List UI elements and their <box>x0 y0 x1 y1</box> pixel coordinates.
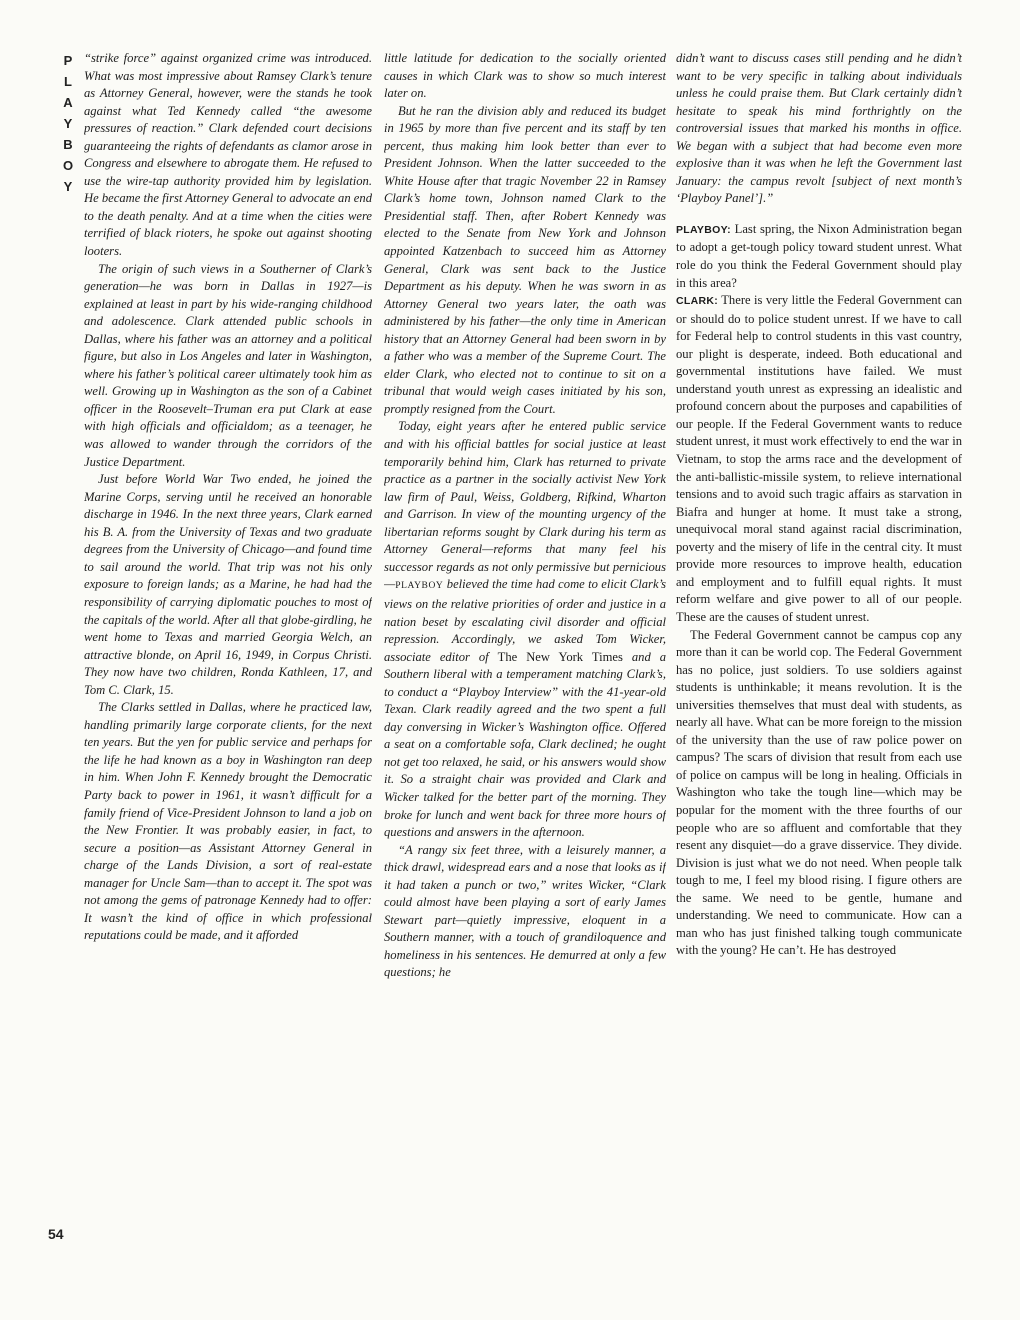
running-head-letter: O <box>62 158 74 173</box>
page-number: 54 <box>48 1226 64 1242</box>
intro-paragraph: Just before World War Two ended, he joined the Marine Corps, serving until he received an honorable discharge in 1946. In the next three years, Clark earned his B. A. from the University of Texas and two graduate degrees from the University of Chicago—and found time to sail around the world. That trip was not his only exposure to foreign lands; as a Marine, he had had the responsibility of carrying diplomatic pouches to most of the capitals of the world. After all that globe-girdling, he went home to Texas and married Georgia Welch, an attractive blonde, on April 16, 1949, in Corpus Christi. They now have two children, Ronda Kathleen, 17, and Tom C. Clark, 15. <box>84 472 372 697</box>
running-head-letter: B <box>63 137 73 152</box>
speaker-label: CLARK: <box>676 295 719 308</box>
running-head-letter: Y <box>63 116 73 131</box>
interview-answer <box>676 292 962 626</box>
intro-paragraph: “A rangy six feet three, with a leisurely manner, a thick drawl, widespread ears and a nose that looks as if it had taken a punch or two,” writes Wicker, “Clark could almost have been playing a sort of early James Stewart part—quietly impressive, eloquent in a Southern manner, with a touch of grandiloquence and homeliness in his sentences. He demurred at only a few questions; he <box>384 842 666 980</box>
intro-paragraph: But he ran the division ably and reduced its budget in 1965 by more than five percent and its staff by ten percent, thus making him look better than ever to President Johnson. When the latter succeeded to the White House after that tragic November 22 in Ramsey Clark’s home town, Johnson named Clark to the Presidential staff. Then, after Robert Kennedy was elected to the Senate from New York and Johnson appointed Katzenbach to succeed him as Attorney General, Clark was sent back to the Justice Department as his deputy. When he was sworn in as Attorney General two years later, the oath was administered by his father—the only time in American history that an Attorney General had been sworn in by a father who was a member of the Supreme Court. The elder Clark, who elected not to continue to sit on a tribunal that would weigh cases initiated by his son, promptly resigned from the Court. <box>384 103 666 416</box>
intro-paragraph: The Clarks settled in Dallas, where he practiced law, handling primarily large corporate clients, for the next ten years. But the yen for public service and perhaps for the life he had known as a boy in Washington ran deep in him. When John F. Kennedy brought the Democratic Party back to power in 1961, it wasn’t difficult for a family friend of Vice-President Johnson to land a job on the New Frontier. It was probably easier, in fact, to secure a position—as Assistant Attorney General in charge of the Lands Division, a sort of real-estate manager for Uncle Sam—than to accept it. The spot was not among the gems of patronage Kennedy had to offer: It wasn’t the kind of office in which professional reputations could be made, and it afforded <box>84 700 372 943</box>
running-head-letter: A <box>63 95 73 110</box>
interview-answer-continued: The Federal Government cannot be campus cop any more than it can be world cop. The Federal Government has no police, just soldiers. To use soldiers against students is unthinkable; it means revolution. It is the universities themselves that must deal with students, as nearly all have. What can be more foreign to the mission of the university than the use of raw police power on campus? The scars of division that result from each use of police on campus will be long in healing. Officials in Washington who take the tough line—which may be popular for the moment with the three fourths of our people who are so affluent and comfortable that they resent any disquiet—do a grave disservice. They divide. Division is just what we do not need. When people talk tough to me, I feel my blood rising. I figure others are the same. We need to be gentle, humane and understanding. We need to communicate. How can a man who has just finished talking tough communicate with the young? He can’t. He has destroyed <box>676 627 962 958</box>
question-text: Last spring, the Nixon Administration began to adopt a get-tough policy toward student unrest. What role do you think the Federal Government should play in this area? <box>676 221 962 290</box>
intro-paragraph: didn’t want to discuss cases still pending and he didn’t want to be very specific in talking about individuals unless he could praise them. But Clark certainly didn’t hesitate to speak his mind forthrightly on the controversial issues that marked his months in office. We began with a subject that had become even more explosive than it was when he left the Government last January: the campus revolt [subject of next month’s ‘Playboy Panel’].” <box>676 51 962 206</box>
article-column-3 <box>676 50 962 1260</box>
paragraph-text: and a Southern liberal with a temperament matching Clark’s, to conduct a “Playboy Interview” with the 41-year-old Texan. Clark readily agreed and the two spent a full day conversing in Wicker’s Washington office. Offered a seat on a comfortable sofa, Clark declined; he ought not get too relaxed, he said, or his answers would show it. So a straight chair was provided and Clark and Wicker talked for the better part of the morning. They broke for lunch and went back for three more hours of questions and answers in the afternoon. <box>384 649 666 840</box>
article-column-2 <box>384 50 666 1260</box>
interview-question <box>676 221 962 292</box>
intro-paragraph <box>384 418 666 841</box>
answer-text: There is very little the Federal Government can or should do to police student unrest. If we have to call for Federal help to control students in this vast country, our plight is desperate, indeed. Both educational and governmental institutions have failed. We must understand youth unrest as expressing an idealistic and profound concern about the purposes and capabilities of our people. If the Federal Government wants to reduce student unrest, it must work effectively to end the war in Vietnam, to stop the arms race and the development of the anti-ballistic-missile system, to relieve international tensions and to avoid such tragic affairs as starvation in Biafra and hunger at home. It must take a strong, unequivocal moral stand against racial discrimination, poverty and the misery of life in the central city. It must provide more resources to improve health, education and employment and to fulfill equal rights. It must reform welfare and give power to all of our people. These are the causes of student unrest. <box>676 293 962 624</box>
magazine-name-vertical <box>56 50 80 197</box>
intro-paragraph: little latitude for dedication to the socially oriented causes in which Clark was to show so much interest later on. <box>384 51 666 101</box>
speaker-label: PLAYBOY: <box>676 223 731 236</box>
paragraph-text: believed the time had come to elicit Clark’s views on the relative priorities of order and justice in a nation beset by escalating civil disorder and official repression. Accordingly, we asked Tom Wicker, associate editor of <box>384 577 666 664</box>
running-head-letter: L <box>64 74 72 89</box>
article-column-1 <box>84 50 372 1260</box>
intro-paragraph: The origin of such views in a Southerner of Clark’s generation—he was born in Dallas in 1927—is explained at least in part by his wide-ranging childhood and adolescence. Clark attended public schools in Dallas, where his father was an attorney and a political figure, but also in Los Angeles and later in Washington, where his father’s political career ultimately took him as well. Growing up in Washington as the son of a Cabinet officer in the Roosevelt–Truman era put Clark at ease with high officials and officialdom; as a teenager, he was allowed to wander through the corridors of the Justice Department. <box>84 261 372 469</box>
running-head-letter: Y <box>63 179 73 194</box>
intro-paragraph: “strike force” against organized crime was introduced. What was most impressive about Ramsey Clark’s tenure as Attorney General, however, were the stands he took against what Ted Kennedy called “the awesome pressures of reaction.” Clark defended court decisions guaranteeing the rights of defendants as clamor arose in Congress and elsewhere to abrogate them. He refused to use the wire-tap authority provided him by legislation. He became the first Attorney General to advocate an end to the death penalty. And at a time when the cities were terrified of black rioters, he spoke out against shooting looters. <box>84 51 372 259</box>
publication-name: The New York Times <box>497 649 623 664</box>
running-head-letter: P <box>63 53 73 68</box>
paragraph-text: Today, eight years after he entered public service and with his official battles for social justice at least temporarily behind him, Clark has returned to private practice as a partner in the socially activist New York law firm of Paul, Weiss, Goldberg, Rifkind, Wharton and Garrison. In view of the mounting urgency of the libertarian reforms sought by Clark during his term as Attorney General—reforms that many feel his successor regards as not only permissive but pernicious— <box>384 419 666 592</box>
magazine-name-smallcaps: PLAYBOY <box>395 581 444 592</box>
